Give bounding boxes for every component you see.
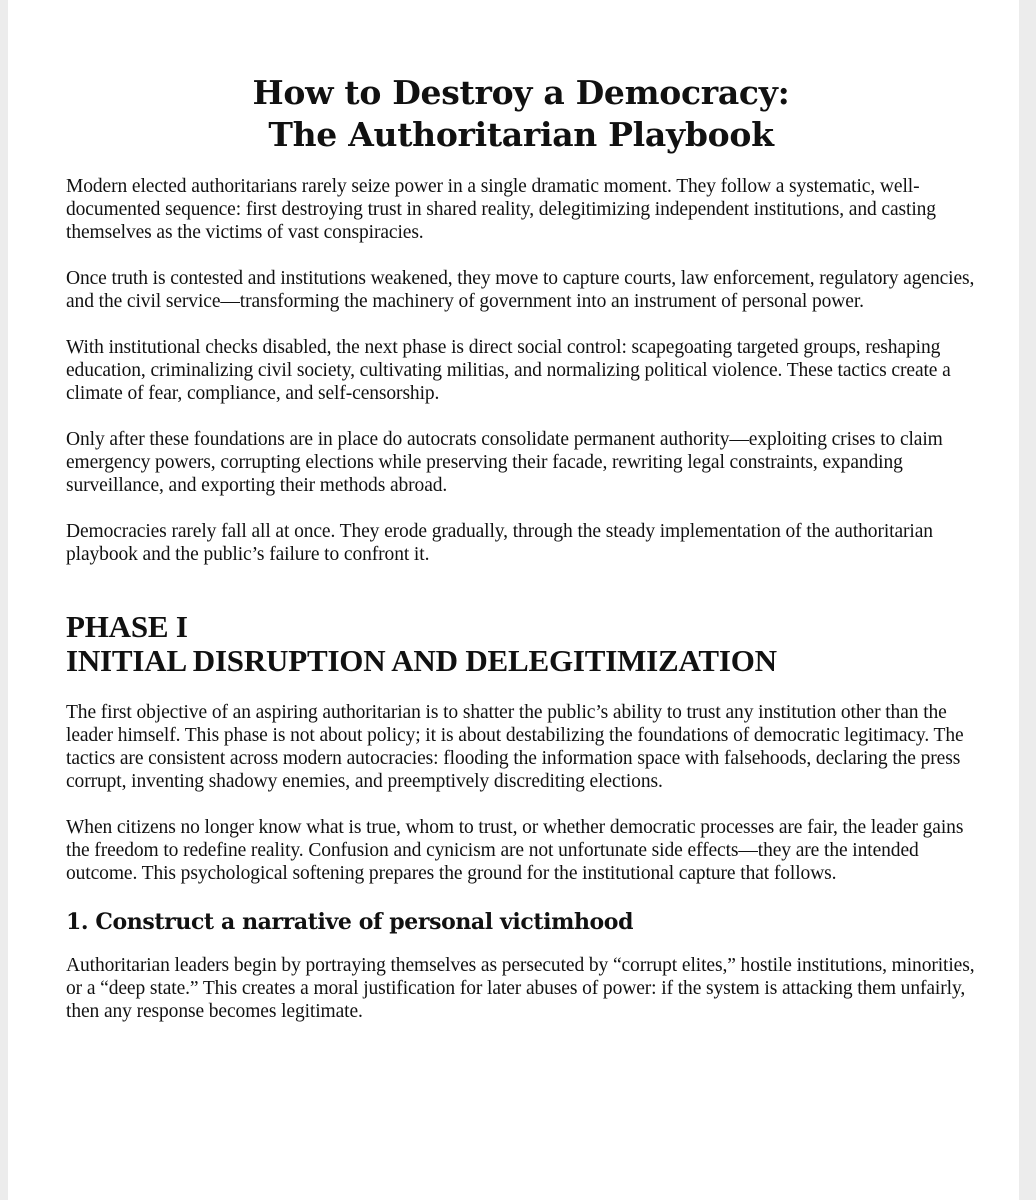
document-page (8, 0, 1019, 1200)
phase-paragraph-1: The first objective of an aspiring authoritarian is to shatter the public’s ability to trust any institution other than the leader himself. This phase is not about policy; it is about destabilizing the foundations of democratic legitimacy. The tactics are consistent across modern autocracies: flooding the information space with falsehoods, declaring the press corrupt, inventing shadowy enemies, and preemptively discrediting elections. (66, 702, 964, 792)
intro-paragraph-3: With institutional checks disabled, the next phase is direct social control: scapegoating targeted groups, reshaping education, criminalizing civil society, cultivating militias, and normalizing political violence. These tactics create a climate of fear, compliance, and self-censorship. (66, 337, 951, 404)
phase-heading (66, 610, 976, 678)
document-title-line-1: How to Destroy a Democracy: (252, 73, 790, 112)
subsection-heading: 1. Construct a narrative of personal victimhood (66, 909, 634, 935)
document-content (66, 72, 976, 1023)
document-title-line-2: The Authoritarian Playbook (268, 115, 774, 154)
subsection-paragraph: Authoritarian leaders begin by portraying themselves as persecuted by “corrupt elites,” hostile institutions, minorities, or a “deep state.” This creates a moral justification for later abuses of power: if the system is attacking them unfairly, then any response becomes legitimate. (66, 955, 975, 1022)
intro-paragraph-2: Once truth is contested and institutions weakened, they move to capture courts, law enforcement, regulatory agencies, and the civil service—transforming the machinery of government into an instrument of personal power. (66, 268, 975, 312)
intro-paragraph-5: Democracies rarely fall all at once. They erode gradually, through the steady implementation of the authoritarian playbook and the public’s failure to confront it. (66, 521, 933, 565)
intro-paragraph-4: Only after these foundations are in place do autocrats consolidate permanent authority—exploiting crises to claim emergency powers, corrupting elections while preserving their facade, rewriting legal constraints, expanding surveillance, and exporting their methods abroad. (66, 429, 943, 496)
phase-paragraph-2: When citizens no longer know what is true, whom to trust, or whether democratic processes are fair, the leader gains the freedom to redefine reality. Confusion and cynicism are not unfortunate side effects—they are the intended outcome. This psychological softening prepares the ground for the institutional capture that follows. (66, 817, 964, 884)
phase-title: INITIAL DISRUPTION AND DELEGITIMIZATION (66, 643, 777, 678)
subsection-body (66, 954, 976, 1023)
phase-body (66, 701, 976, 885)
introduction-section (66, 175, 976, 566)
document-title (66, 72, 976, 156)
intro-paragraph-1: Modern elected authoritarians rarely seize power in a single dramatic moment. They follow a systematic, well-documented sequence: first destroying trust in shared reality, delegitimizing independent institutions, and casting themselves as the victims of vast conspiracies. (66, 176, 936, 243)
phase-label: PHASE I (66, 609, 188, 644)
